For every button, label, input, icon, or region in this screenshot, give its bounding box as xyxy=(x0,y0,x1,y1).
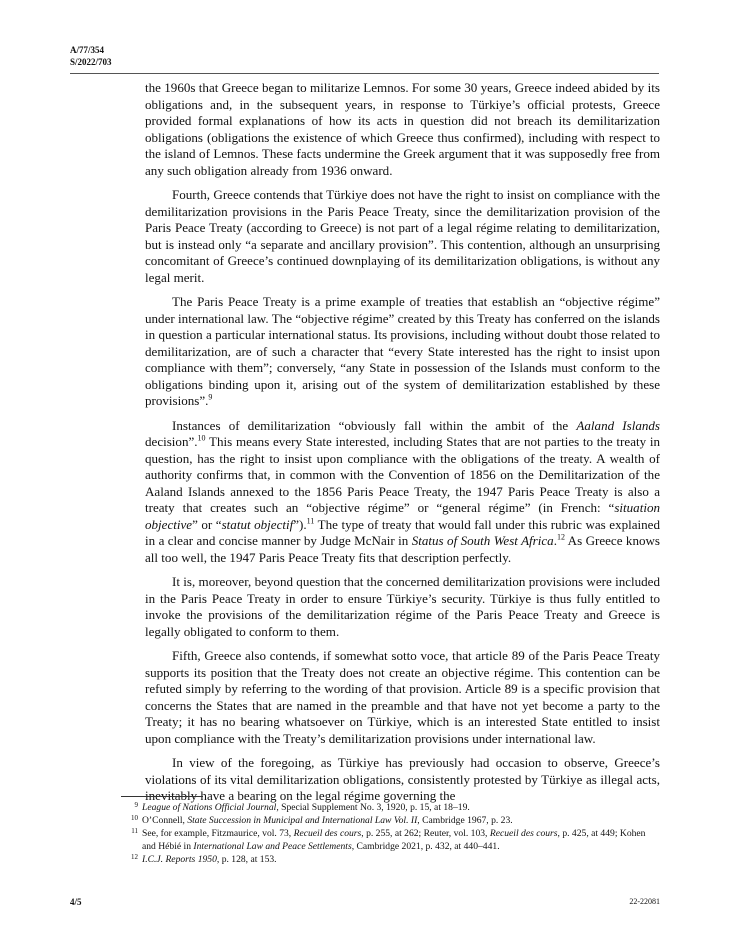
footnote-number: 10 xyxy=(131,814,138,822)
footnote-number: 11 xyxy=(131,827,138,835)
text-run: As Greece knows all too well, the 1947 Paris Peace Treaty fits that description perfectly. xyxy=(145,533,660,565)
document-symbol xyxy=(70,44,112,68)
italic-text: statut objectif xyxy=(221,516,294,532)
text-run: , Special Supplement No. 3, 1920, p. 15, at 18–19. xyxy=(276,802,470,813)
footnote-separator xyxy=(121,796,203,797)
text-run: This means every State interested, including States that are not parties to the treaty in question, has the right to insist upon compliance with the obligations of the treaty. A wealth of authority confirms that, in common with the Convention of 1856 on the Demilitarization of the Aaland Islands annexed to the 1856 Paris Peace Treaty, the 1947 Paris Peace Treaty is also a treaty that creates such an “objective régime” or “general régime” (in French: “ xyxy=(145,434,660,515)
text-run: , p. 425, at 449; Kohen and Hébié in xyxy=(142,828,646,852)
text-run: , Cambridge 1967, p. 23. xyxy=(417,815,513,826)
text-run: , Cambridge 2021, p. 432, at 440–441. xyxy=(351,841,500,852)
text-run: decision”. xyxy=(145,434,198,449)
paragraph xyxy=(145,418,660,567)
header-rule xyxy=(70,73,659,74)
text-run: The type of treaty that would fall under this rubric was explained in a clear and concise manner by Judge McNair in xyxy=(145,516,660,548)
paragraph xyxy=(145,294,660,410)
italic-text: Status of South West Africa xyxy=(411,533,554,548)
footnote-number: 12 xyxy=(131,853,138,861)
text-run: , p. 128, at 153. xyxy=(216,854,277,865)
italic-text: Recueil des cours xyxy=(489,828,558,839)
body-text xyxy=(145,80,660,805)
text-run: Instances of demilitarization “obviously fall within the ambit of the xyxy=(172,417,577,433)
footnote-ref: 9 xyxy=(208,392,213,402)
text-run: O’Connell, xyxy=(142,815,188,826)
paragraph: the 1960s that Greece began to militarize Lemnos. For some 30 years, Greece indeed abided by its obligations and, in the subsequent years, in response to Türkiye’s official protests, Greece provided formal explanations of how its acts in question did not breach its demilitarization obligations (obligations the existence of which Greece thus confirmed), including with respect to the island of Lemnos. These facts undermine the Greek argument that it was supposedly free from any such obligation already from 1936 onward. xyxy=(145,80,660,178)
document-number: 22-22081 xyxy=(629,897,660,906)
italic-text: League of Nations Official Journal xyxy=(142,802,277,813)
paragraph: Fourth, Greece contends that Türkiye does not have the right to insist on compliance with the demilitarization provisions in the Paris Peace Treaty, since the demilitarization provision of the Paris Peace Treaty (according to Greece) is not part of a legal régime relating to demilitarization, but is instead only “a separate and ancillary provision”. This contention, although an unsurprising concomitant of Greece’s continued downplaying of its demilitarization obligations, is without any legal merit. xyxy=(145,187,660,285)
paragraph-text: The Paris Peace Treaty is a prime example of treaties that establish an “objective régime” under international law. The “objective régime” created by this Treaty has conferred on the islands in question a particular international status. Its provisions, including without doubt those related to demilitarization, are of such a character that “every State interested has the right to insist upon compliance with them”; conversely, “any State in possession of the Islands must conform to the obligations binding upon it, arising out of the system of demilitarization established by these provisions”. xyxy=(145,294,660,408)
italic-text: situation objective xyxy=(145,500,660,532)
footnotes xyxy=(121,801,661,866)
symbol-general-assembly: A/77/354 xyxy=(70,45,105,55)
text-run: . xyxy=(553,533,557,548)
footnote xyxy=(121,853,661,866)
text-run: See, for example, Fitzmaurice, vol. 73, xyxy=(142,828,294,839)
italic-text: I.C.J. Reports 1950 xyxy=(142,854,217,865)
footnote xyxy=(121,801,661,814)
italic-text: International Law and Peace Settlements xyxy=(193,841,352,852)
footnote-ref: 12 xyxy=(556,532,565,542)
text-run: ” or “ xyxy=(192,516,222,532)
symbol-security-council: S/2022/703 xyxy=(70,57,112,67)
footnote xyxy=(121,827,661,853)
page-number: 4/5 xyxy=(70,897,82,907)
paragraph: Fifth, Greece also contends, if somewhat sotto voce, that article 89 of the Paris Peace Treaty supports its position that the Treaty does not create an objective régime. This contention can be refuted simply by referring to the wording of that provision. Article 89 is a specific provision that concerns the States that are named in the preamble and that have not yet become a party to the Treaty; it has no bearing whatsoever on Türkiye, which is an interested State entitled to insist upon compliance with the Treaty’s demilitarization provisions under international law. xyxy=(145,648,660,746)
italic-text: Aaland Islands xyxy=(576,417,660,433)
footnote-number: 9 xyxy=(134,801,138,809)
footnote xyxy=(121,814,661,827)
text-run: ”). xyxy=(293,516,307,532)
paragraph: It is, moreover, beyond question that the concerned demilitarization provisions were included in the Paris Peace Treaty in order to ensure Türkiye’s security. Türkiye is thus fully entitled to invoke the provisions of the demilitarization régime of the Paris Peace Treaty and Greece is legally obligated to conform to them. xyxy=(145,574,660,639)
footnote-ref: 10 xyxy=(197,433,206,443)
text-run: , p. 255, at 262; Reuter, vol. 103, xyxy=(361,828,490,839)
italic-text: State Succession in Municipal and International Law Vol. II xyxy=(187,815,418,826)
italic-text: Recueil des cours xyxy=(293,828,362,839)
footnote-ref: 11 xyxy=(306,516,315,526)
paragraph: In view of the foregoing, as Türkiye has previously had occasion to observe, Greece’s violations of its vital demilitarization obligations, consistently protested by Türkiye as illegal acts, inevitably have a bearing on the legal régime governing the xyxy=(145,755,660,803)
